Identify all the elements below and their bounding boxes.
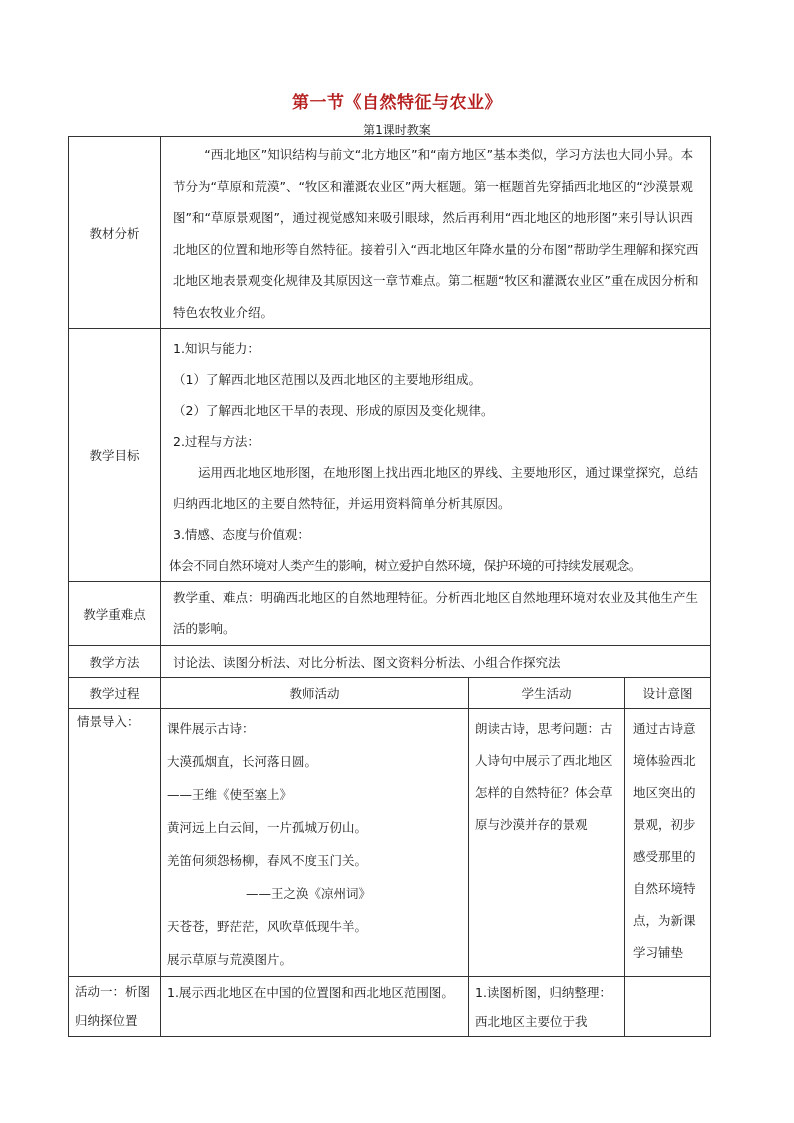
goal-line: 3.情感、态度与价值观： — [173, 527, 310, 542]
header-student: 学生活动 — [469, 678, 625, 709]
goal-line: 运用西北地区地形图，在地形图上找出西北地区的界线、主要地形区，通过课堂探究，总结归纳西北地区的主要自然特征，并运用资料简单分析其原因。 — [173, 465, 699, 511]
row-key-points — [69, 582, 711, 646]
row-goals — [69, 329, 711, 582]
methods-text: 讨论法、读图分析法、对比分析法、图文资料分析法、小组合作探究法 — [173, 654, 561, 670]
intro-teacher-line: 黄河远上白云间，一片孤城万仞山。 — [167, 820, 368, 835]
activity1-student-cell — [469, 977, 625, 1037]
goals-label: 教学目标 — [69, 329, 161, 582]
row-process-header — [69, 678, 711, 709]
key-points-cell — [161, 582, 711, 646]
header-teacher: 教师活动 — [161, 678, 469, 709]
methods-cell — [161, 646, 711, 678]
methods-label: 教学方法 — [69, 646, 161, 678]
activity1-teacher-cell — [161, 977, 469, 1037]
intro-intent-text: 通过古诗意境体验西北地区突出的景观，初步感受那里的自然环境特点，为新课学习铺垫 — [633, 721, 696, 960]
analysis-label: 教材分析 — [69, 137, 161, 329]
intro-intent-cell — [625, 709, 711, 977]
intro-teacher-line: ——王维《使至塞上》 — [167, 787, 293, 802]
goal-line: 1.知识与能力： — [173, 341, 260, 356]
intro-label-cell — [69, 709, 161, 977]
key-points-label: 教学重难点 — [69, 582, 161, 646]
intro-student-text: 朗读古诗，思考问题：古人诗句中展示了西北地区怎样的自然特征？体会草原与沙漠并存的景观 — [475, 721, 613, 832]
key-points-text: 教学重、难点：明确西北地区的自然地理特征。分析西北地区自然地理环境对农业及其他生产生活的影响。 — [173, 590, 699, 636]
row-analysis — [69, 137, 711, 329]
document-subtitle: 第1课时教案 — [363, 123, 431, 137]
document-title: 第一节《自然特征与农业》 — [292, 93, 502, 113]
intro-teacher-line: 展示草原与荒漠图片。 — [167, 952, 293, 967]
intro-teacher-line: 课件展示古诗： — [167, 721, 255, 736]
activity1-label: 活动一：析图归纳探位置 — [75, 984, 151, 1028]
activity1-teacher-text: 1.展示西北地区在中国的位置图和西北地区范围图。 — [167, 985, 454, 1000]
goal-line: （1）了解西北地区范围以及西北地区的主要地形组成。 — [173, 372, 481, 387]
activity1-intent-cell — [625, 977, 711, 1037]
analysis-text: “西北地区”知识结构与前文“北方地区”和“南方地区”基本类似，学习方法也大同小异。本节分为“草原和荒漠”、“牧区和灌溉农业区”两大框题。第一框题首先穿插西北地区的“沙漠景观图”和“草原景观图”，通过视觉感知来吸引眼球，然后再利用“西北地区的地形图”来引导认识西北地区的位置和地形等自然特征。接着引入“西北地区年降水量的分布图”帮助学生理解和探究西北地区地表景观变化规律及其原因这一章节难点。第二框题“牧区和灌溉农业区”重在成因分析和特色农牧业介绍。 — [173, 147, 699, 320]
intro-teacher-line: 大漠孤烟直，长河落日圆。 — [167, 754, 318, 769]
intro-teacher-line: 羌笛何须怨杨柳，春风不度玉门关。 — [167, 853, 368, 868]
activity1-student-text: 1.读图析图，归纳整理：西北地区主要位于我 — [475, 985, 612, 1029]
row-intro — [69, 709, 711, 977]
analysis-cell — [161, 137, 711, 329]
row-activity1 — [69, 977, 711, 1037]
goals-cell — [161, 329, 711, 582]
goal-line: 体会不同自然环境对人类产生的影响，树立爱护自然环境，保护环境的可持续发展观念。 — [169, 558, 641, 573]
intro-teacher-line: 天苍苍，野茫茫，风吹草低现牛羊。 — [167, 919, 368, 934]
intro-label: 情景导入： — [77, 714, 140, 729]
intro-teacher-line: ——王之涣《凉州词》 — [246, 886, 372, 901]
goal-line: （2）了解西北地区干旱的表现、形成的原因及变化规律。 — [173, 403, 494, 418]
header-process: 教学过程 — [69, 678, 161, 709]
header-intent: 设计意图 — [625, 678, 711, 709]
activity1-label-cell — [69, 977, 161, 1037]
intro-teacher-cell — [161, 709, 469, 977]
lesson-plan-table — [68, 136, 711, 1037]
intro-student-cell — [469, 709, 625, 977]
goal-line: 2.过程与方法： — [173, 434, 260, 449]
row-methods — [69, 646, 711, 678]
